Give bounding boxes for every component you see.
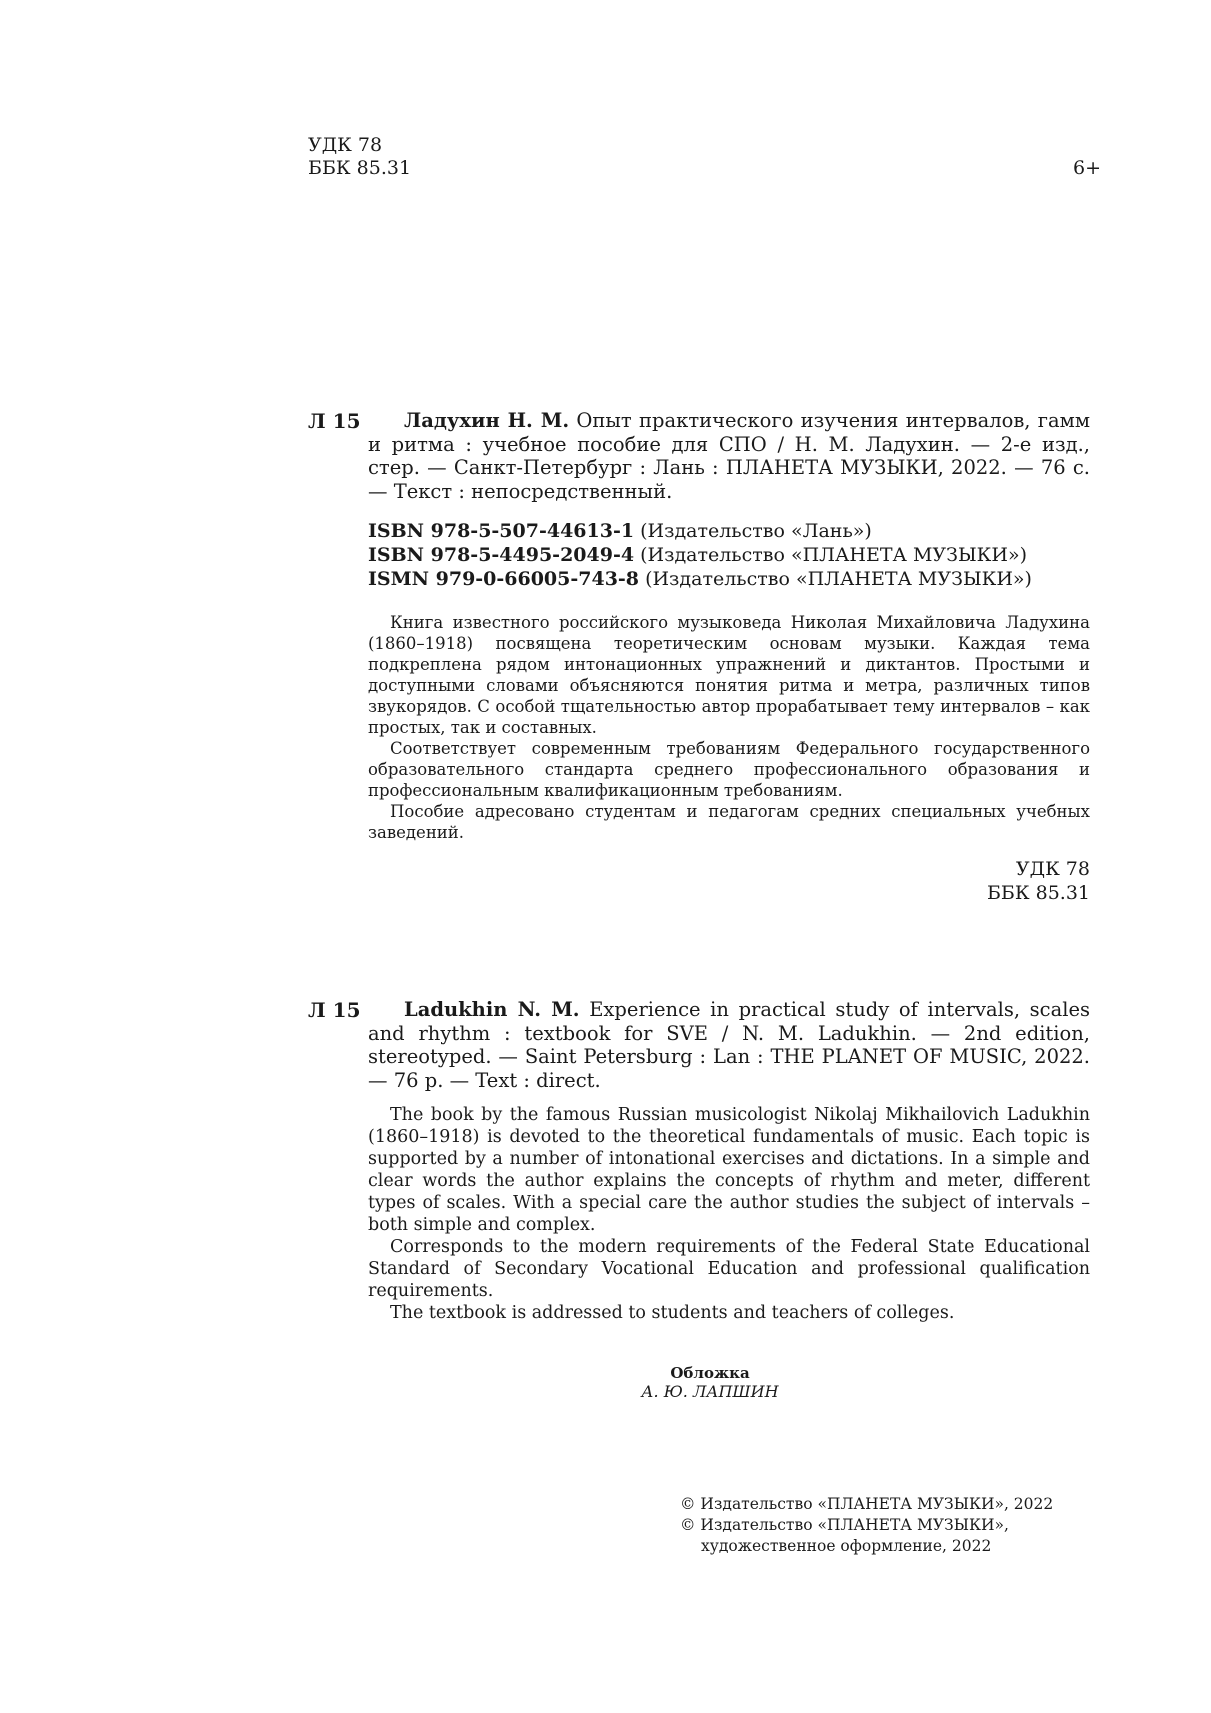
isbn-code: ISBN 978-5-507-44613-1 — [368, 520, 635, 542]
isbn-code: ISMN 979-0-66005-743-8 — [368, 568, 640, 590]
copyright-block — [680, 1494, 1090, 1557]
footer-udk: УДК 78 — [1015, 858, 1090, 880]
age-rating: 6+ — [1073, 157, 1102, 179]
ru-annotation — [368, 612, 1090, 843]
isbn-line — [368, 567, 1032, 591]
ru-annotation-paragraph: Книга известного российского музыковеда Николая Михайловича Ладухина (1860–1918) посвящена теоретическим основам музыки. Каждая тема подкреплена рядом интонационных упражнений и диктантов. Простыми и доступными словами объясняются понятия ритма и метра, различных типов звукорядов. С особой тщательностью автор прорабатывает тему интервалов – как простых, так и составных. — [368, 613, 1090, 737]
copyright-line: © Издательство «ПЛАНЕТА МУЗЫКИ», художественное оформление, 2022 — [680, 1516, 1009, 1555]
en-entry-text: Experience in practical study of intervals, scales and rhythm : textbook for SVE / N. M. Ladukhin. — 2nd edition, stereotyped. — Saint Petersburg : Lan : THE PLANET OF MUSIC, 2022. — 76 p. — Text : direct. — [368, 998, 1090, 1092]
isbn-list — [368, 519, 1032, 591]
copyright-line: © Издательство «ПЛАНЕТА МУЗЫКИ», 2022 — [680, 1495, 1054, 1513]
en-entry-code: Л 15 — [308, 998, 361, 1022]
cover-artist: А. Ю. ЛАПШИН — [641, 1382, 779, 1401]
ru-entry-author: Ладухин Н. М. — [404, 409, 570, 432]
cover-credit — [560, 1364, 860, 1401]
isbn-publisher: (Издательство «ПЛАНЕТА МУЗЫКИ») — [639, 568, 1032, 590]
ru-annotation-paragraph: Пособие адресовано студентам и педагогам средних специальных учебных заведений. — [368, 802, 1090, 842]
ru-annotation-paragraph: Соответствует современным требованиям Федерального государственного образовательного стандарта среднего профессионального образования и профессиональным квалификационным требованиям. — [368, 739, 1090, 800]
en-annotation-paragraph: The book by the famous Russian musicologist Nikolaj Mikhailovich Ladukhin (1860–1918) is devoted to the theoretical fundamentals of music. Each topic is supported by a number of intonational exercises and dictations. In a simple and clear words the author explains the concepts of rhythm and meter, different types of scales. With a special care the author studies the subject of intervals – both simple and complex. — [368, 1105, 1090, 1235]
header-udk: УДК 78 — [308, 134, 383, 156]
en-annotation-paragraph: Corresponds to the modern requirements of the Federal State Educational Standard of Secondary Vocational Education and professional qualification requirements. — [368, 1237, 1090, 1301]
ru-entry-code: Л 15 — [308, 409, 361, 433]
isbn-publisher: (Издательство «Лань») — [634, 520, 872, 542]
isbn-line — [368, 543, 1032, 567]
en-annotation — [368, 1104, 1090, 1324]
footer-codes — [900, 857, 1090, 905]
en-entry-author: Ladukhin N. M. — [404, 998, 580, 1021]
isbn-code: ISBN 978-5-4495-2049-4 — [368, 544, 635, 566]
en-annotation-paragraph: The textbook is addressed to students and teachers of colleges. — [390, 1303, 955, 1323]
footer-bbk: ББК 85.31 — [986, 882, 1090, 904]
en-entry-body — [368, 998, 1090, 1092]
isbn-publisher: (Издательство «ПЛАНЕТА МУЗЫКИ») — [634, 544, 1027, 566]
cover-label: Обложка — [670, 1364, 750, 1382]
ru-entry-text: Опыт практического изучения интервалов, гамм и ритма : учебное пособие для СПО / Н. М. Ладухин. — 2-е изд., стер. — Санкт-Петербург : Лань : ПЛАНЕТА МУЗЫКИ, 2022. — 76 с. — Текст : непосредственный. — [368, 409, 1090, 503]
ru-entry-body — [368, 409, 1090, 503]
isbn-line — [368, 519, 1032, 543]
header-bbk: ББК 85.31 — [308, 157, 412, 179]
